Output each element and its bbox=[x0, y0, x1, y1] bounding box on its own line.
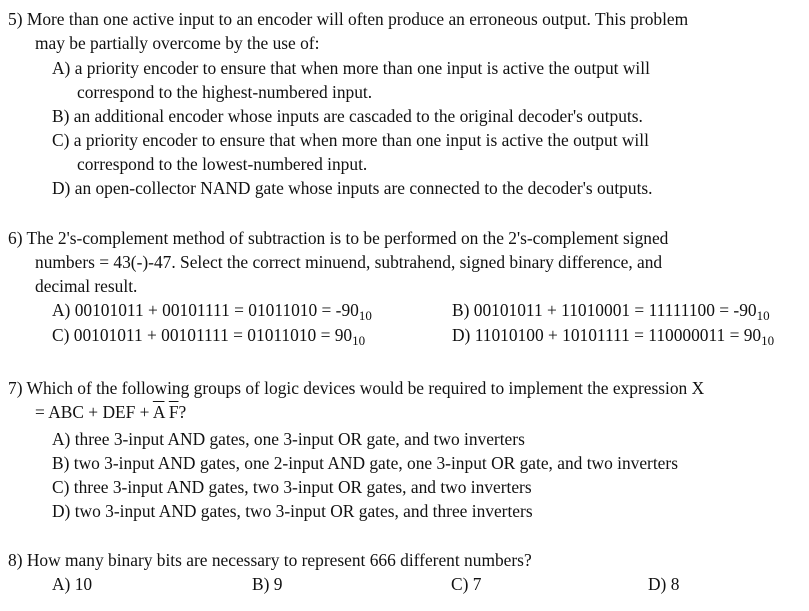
question-6-stem-line-2: numbers = 43(-)-47. Select the correct minuend, subtrahend, signed binary difference, and bbox=[35, 252, 663, 272]
question-5-number: 5) bbox=[8, 9, 23, 29]
question-7-option-d: D) two 3-input AND gates, two 3-input OR gates, and three inverters bbox=[52, 501, 533, 521]
overbar-a: $\overline{A}$ bbox=[152, 402, 165, 422]
question-5-option-c-cont: correspond to the lowest-numbered input. bbox=[77, 154, 368, 174]
question-8-number: 8) bbox=[8, 550, 23, 570]
question-6-option-a: A) $00101011 + 00101111 = 01011010 = -90_{10}$ bbox=[52, 300, 372, 323]
question-5-option-a-cont: correspond to the highest-numbered input. bbox=[77, 82, 373, 102]
question-6-option-c: C) $00101011 + 00101111 = 01011010 = 90_{10}$ bbox=[52, 325, 366, 348]
question-6-stem-line-3: decimal result. bbox=[35, 276, 138, 296]
question-5-stem-line-1: 5) More than one active input to an encoder will often produce an erroneous output. This problem bbox=[8, 9, 689, 29]
question-5-option-a: A) a priority encoder to ensure that when more than one input is active the output will bbox=[52, 58, 650, 78]
question-8-option-a: A) 10 bbox=[52, 574, 93, 594]
question-5-stem-line-2: may be partially overcome by the use of: bbox=[35, 33, 320, 53]
question-8-stem-line-1: 8) How many binary bits are necessary to represent 666 different numbers? bbox=[8, 550, 532, 570]
question-6-number: 6) bbox=[8, 228, 23, 248]
question-5-option-c: C) a priority encoder to ensure that when more than one input is active the output will bbox=[52, 130, 649, 150]
question-5-option-b: B) an additional encoder whose inputs are cascaded to the original decoder's outputs. bbox=[52, 106, 643, 126]
question-5-option-d: D) an open-collector NAND gate whose inputs are connected to the decoder's outputs. bbox=[52, 178, 653, 198]
overbar-f: $\overline{F}$ bbox=[168, 402, 179, 422]
question-7-option-a: A) three 3-input AND gates, one 3-input OR gate, and two inverters bbox=[52, 429, 525, 449]
question-7-option-b: B) two 3-input AND gates, one 2-input AND gate, one 3-input OR gate, and two inverters bbox=[52, 453, 678, 473]
question-7-number: 7) bbox=[8, 378, 23, 398]
question-8-option-d: D) 8 bbox=[648, 574, 680, 594]
question-7-stem-line-2: = ABC + DEF + $\overline{A}$ $\overline{F}$? bbox=[35, 402, 187, 422]
question-6-stem-line-1: 6) The 2's-complement method of subtraction is to be performed on the 2's-complement signed bbox=[8, 228, 669, 248]
question-7-stem-line-1: 7) Which of the following groups of logic devices would be required to implement the expression X bbox=[8, 378, 705, 398]
question-6-option-d: D) $11010100 + 10101111 = 110000011 = 90_{10}$ bbox=[452, 325, 775, 348]
question-8-option-b: B) 9 bbox=[252, 574, 283, 594]
question-6-option-b: B) $00101011 + 11010001 = 11111100 = -90_{10}$ bbox=[452, 300, 770, 323]
question-7-option-c: C) three 3-input AND gates, two 3-input OR gates, and two inverters bbox=[52, 477, 532, 497]
question-8-option-c: C) 7 bbox=[451, 574, 482, 594]
